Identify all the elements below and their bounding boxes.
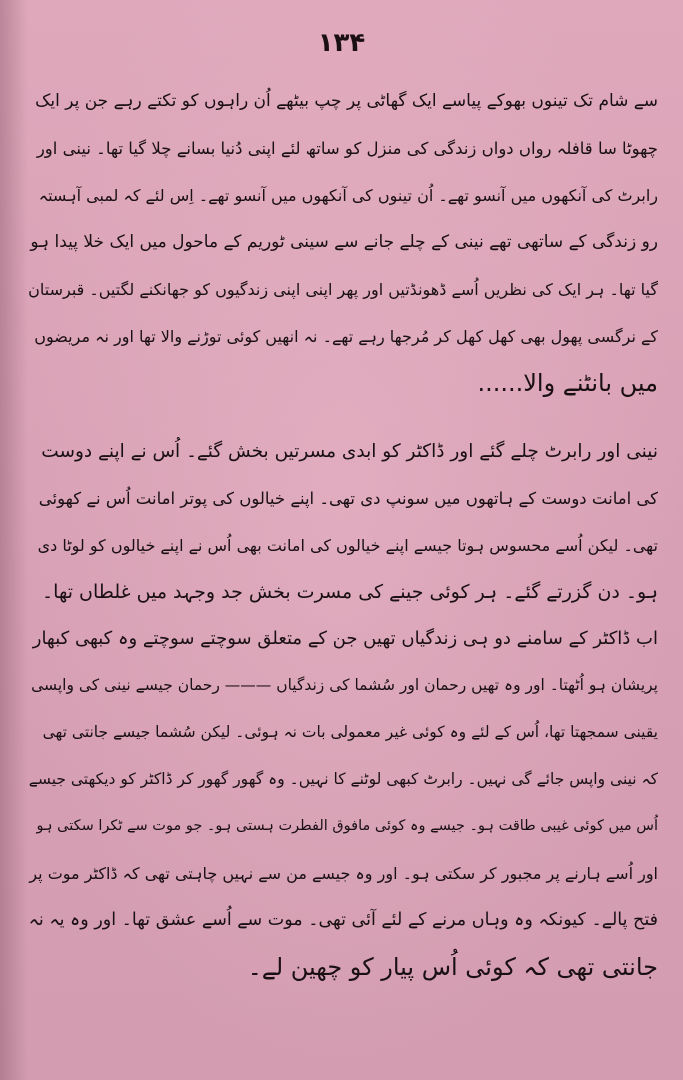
text-line: کی امانت دوست کے ہاتھوں میں سونپ دی تھی۔ اپنے خیالوں کی پوتر امانت اُس نے کھوئی — [38, 489, 658, 508]
page-number: ۱۳۴ — [317, 28, 366, 58]
text-line: رابرٹ کی آنکھوں میں آنسو تھے۔ اُن تینوں کی آنکھوں میں آنسو تھے۔ اِس لئے کہ لمبی آہستہ — [38, 186, 658, 205]
text-line: اور اُسے ہارنے پر مجبور کر سکتی ہو۔ اور وہ جیسے من سے نہیں چاہتی تھی کہ ڈاکٹر موت پر — [29, 864, 658, 883]
text-line: رو زندگی کے ساتھی تھے نینی کے چلے جانے سے سینی ٹوریم کے ماحول میں ایک خلا پیدا ہو — [30, 232, 658, 252]
text-line: کے نرگسی پھول بھی کھل کھل کر مُرجھا رہے تھے۔ نہ انھیں کوئی توڑنے والا تھا اور نہ مریضوں — [34, 327, 658, 346]
text-line: کہ نینی واپس جائے گی نہیں۔ رابرٹ کبھی لوٹنے کا نہیں۔ وہ گھور گھور کر ڈاکٹر کو دیکھتی جیسے — [28, 770, 658, 788]
text-line: اُس میں کوئی غیبی طاقت ہو۔ جیسے وہ کوئی مافوق الفطرت ہستی ہو۔ جو موت سے ٹکرا سکتی ہو — [36, 818, 658, 834]
text-line: ہو۔ دن گزرتے گئے۔ ہر کوئی جینے کی مسرت بخش جد وجہد میں غلطاں تھا۔ — [42, 581, 658, 603]
text-line: اب ڈاکٹر کے سامنے دو ہی زندگیاں تھیں جن کے متعلق سوچتے سوچتے وہ کبھی کبھار — [32, 628, 658, 649]
text-line: میں بانٹنے والا...... — [477, 369, 658, 397]
text-line: گیا تھا۔ ہر ایک کی نظریں اُسے ڈھونڈتیں اور پھر اپنی اپنی زندگیوں کو جھانکنے لگتیں۔ قبرستان — [28, 280, 658, 299]
text-line: جانتی تھی کہ کوئی اُس پیار کو چھین لے۔ — [247, 953, 658, 981]
text-line: یقینی سمجھتا تھا، اُس کے لئے وہ کوئی غیر معمولی بات نہ ہوئی۔ لیکن سُشما جیسے جانتی تھی — [42, 723, 658, 741]
page-edge-shadow — [0, 0, 28, 1080]
text-line: فتح پالے۔ کیونکہ وہ وہاں مرنے کے لئے آئی تھی۔ موت سے اُسے عشق تھا۔ اور وہ یہ نہ — [28, 910, 658, 930]
text-line: چھوٹا سا قافلہ رواں دواں زندگی کی منزل کو ساتھ لئے اپنی دُنیا بسانے چلا گیا تھا۔ نینی اور — [36, 139, 658, 158]
paragraph-2 — [28, 428, 658, 616]
text-line: پریشان ہو اُٹھتا۔ اور وہ تھیں رحمان اور سُشما کی زندگیاں ——— رحمان جیسے نینی کی واپسی — [31, 676, 658, 694]
text-line: سے شام تک تینوں بھوکے پیاسے ایک گھاٹی پر چپ بیٹھے اُن راہوں کو تکتے رہے جن پر ایک — [35, 91, 658, 111]
text-line: نینی اور رابرٹ چلے گئے اور ڈاکٹر کو ابدی مسرتیں بخش گئے۔ اُس نے اپنے دوست — [41, 441, 658, 462]
paragraph-3 — [28, 615, 658, 991]
text-line: تھی۔ لیکن اُسے محسوس ہوتا جیسے اپنے خیالوں کی امانت بھی اُس نے اپنے خیالوں کو لوٹا دی — [37, 536, 658, 555]
paragraph-1 — [28, 78, 658, 407]
